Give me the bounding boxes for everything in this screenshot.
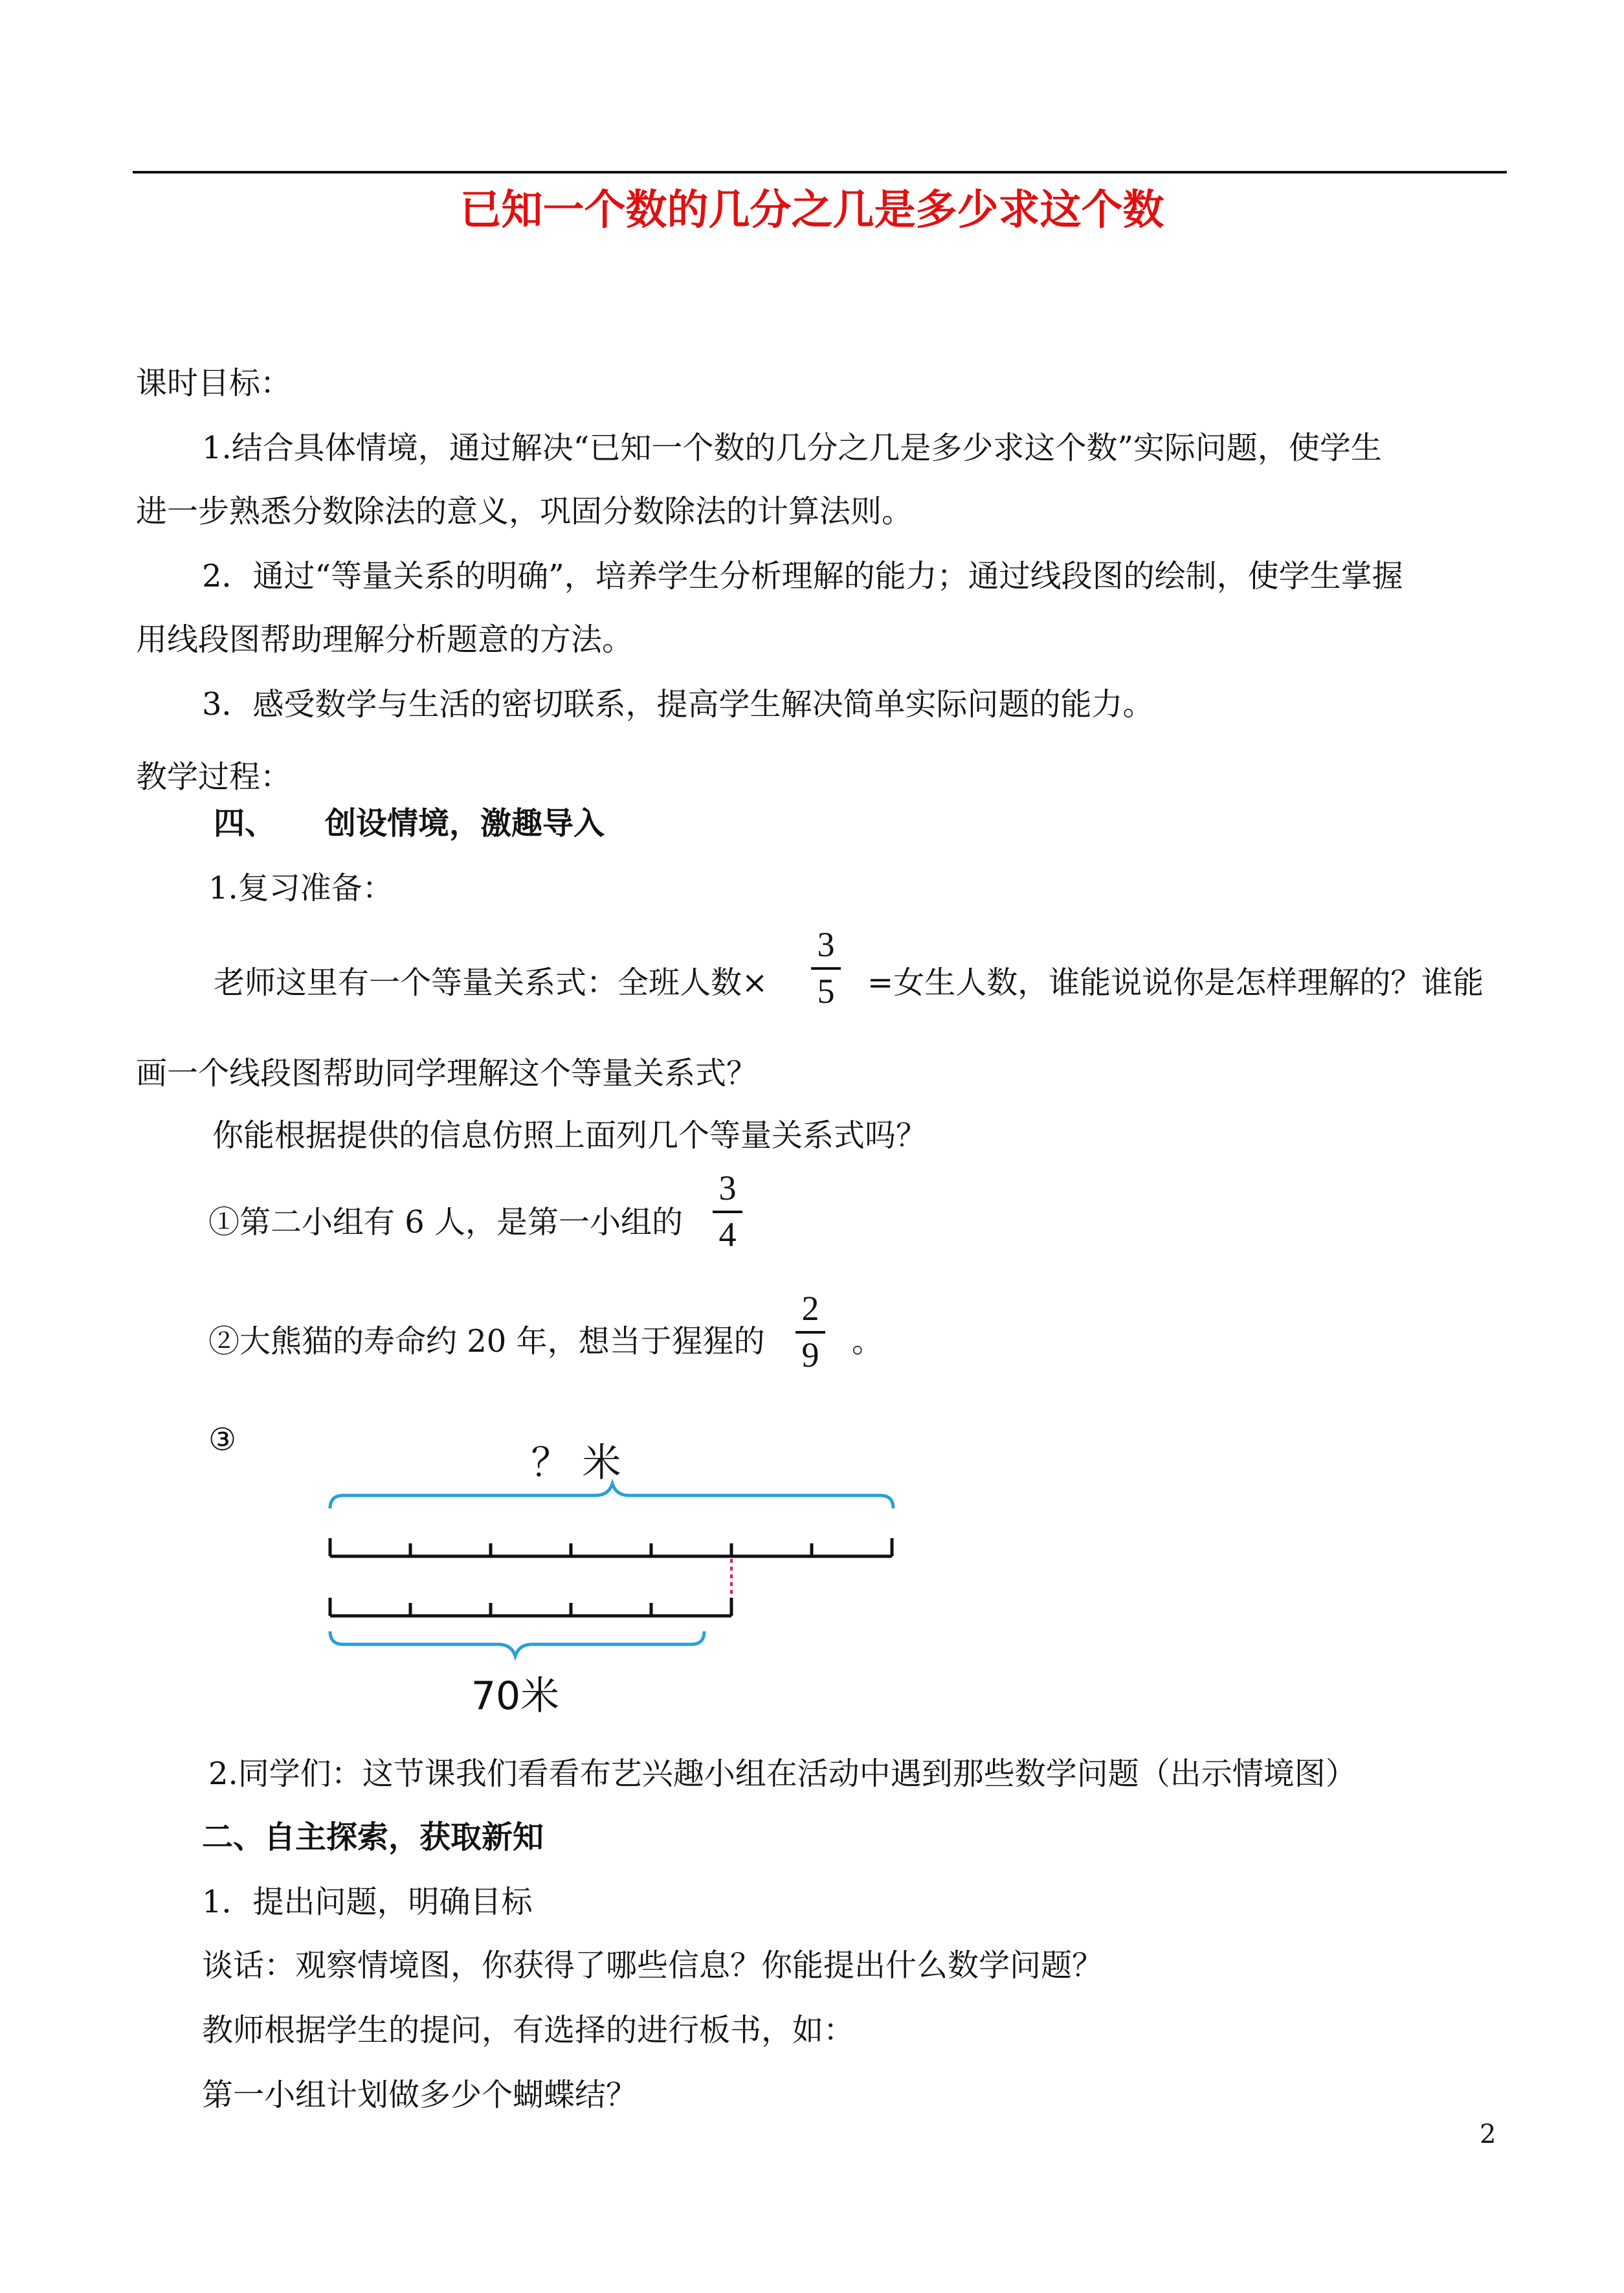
- page-number: 2: [1480, 2120, 1496, 2149]
- fraction-bar: [795, 1331, 825, 1334]
- section-1-title: 创设情境，激趣导入: [325, 805, 605, 842]
- header-rule: [133, 171, 1507, 173]
- fraction-denominator: 4: [718, 1215, 737, 1254]
- item-2-text: ②大熊猫的寿命约 20 年，想当于猩猩的: [208, 1323, 765, 1359]
- diagram-bottom-label: 70米: [471, 1673, 560, 1719]
- equation-text-start: 老师这里有一个等量关系式：全班人数×: [214, 965, 768, 1001]
- bottom-brace: [330, 1631, 704, 1656]
- step-1: 1．提出问题，明确目标: [202, 1884, 533, 1920]
- objective-2-line-2: 用线段图帮助理解分析题意的方法。: [136, 621, 634, 658]
- fraction-bar: [713, 1211, 742, 1213]
- objective-2-line-1: 2．通过“等量关系的明确”，培养学生分析理解的能力；通过线段图的绘制，使学生掌握: [202, 558, 1403, 594]
- fraction-two-ninths: [791, 1290, 830, 1374]
- objective-1-line-2: 进一步熟悉分数除法的意义，巩固分数除法的计算法则。: [136, 493, 913, 530]
- objectives-heading: 课时目标：: [136, 365, 292, 401]
- section-2-title: 二、自主探索，获取新知: [202, 1819, 544, 1855]
- item-2-period: 。: [852, 1323, 884, 1359]
- section-1-number: 四、: [214, 805, 276, 842]
- fraction-bar: [811, 967, 841, 970]
- item-3-marker: ③: [208, 1422, 237, 1458]
- equation-text-end: =女生人数，谁能说说你是怎样理解的？谁能: [867, 965, 1484, 1001]
- fraction-three-fifths: [806, 926, 845, 1010]
- fraction-three-fourths: [708, 1169, 747, 1253]
- question-text: 第一小组计划做多少个蝴蝶结？: [202, 2077, 638, 2113]
- diagram-top-label: ？ 米: [531, 1440, 621, 1486]
- process-heading: 教学过程：: [136, 759, 292, 795]
- review-label: 1.复习准备：: [208, 870, 394, 906]
- fraction-numerator: 2: [801, 1289, 819, 1328]
- talk-text: 谈话：观察情境图，你获得了哪些信息？你能提出什么数学问题？: [202, 1947, 1104, 1984]
- fraction-denominator: 5: [817, 972, 835, 1011]
- fraction-denominator: 9: [801, 1336, 819, 1374]
- item-1-text: ①第二小组有 6 人，是第一小组的: [208, 1204, 684, 1240]
- objective-1-line-1: 1.结合具体情境，通过解决“已知一个数的几分之几是多少求这个数”实际问题，使学生: [202, 430, 1382, 466]
- fraction-numerator: 3: [718, 1169, 737, 1207]
- objective-3: 3．感受数学与生活的密切联系，提高学生解决简单实际问题的能力。: [202, 686, 1154, 722]
- page-title: 已知一个数的几分之几是多少求这个数: [460, 186, 1164, 234]
- paragraph-2: 2.同学们：这节课我们看看布艺兴趣小组在活动中遇到那些数学问题（出示情境图）: [208, 1756, 1357, 1792]
- line-segment-diagram: [311, 1424, 932, 1722]
- question-intro: 你能根据提供的信息仿照上面列几个等量关系式吗？: [212, 1117, 928, 1154]
- equation-line-2: 画一个线段图帮助同学理解这个等量关系式？: [136, 1055, 758, 1091]
- fraction-numerator: 3: [817, 925, 835, 964]
- teacher-text: 教师根据学生的提问，有选择的进行板书，如：: [202, 2012, 855, 2048]
- top-brace: [330, 1484, 893, 1508]
